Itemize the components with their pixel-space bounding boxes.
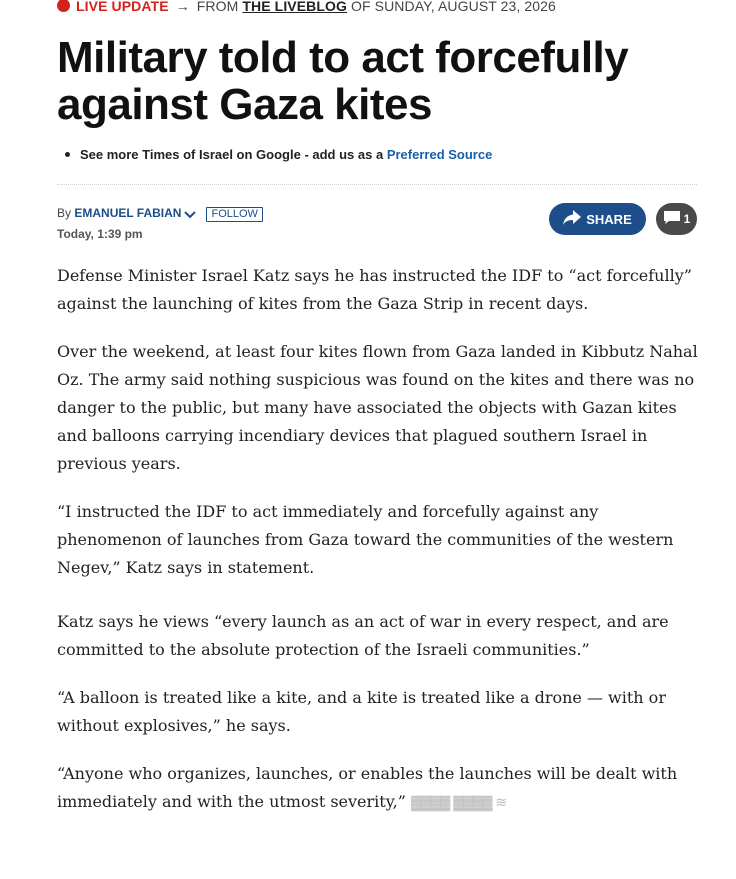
watermark-logo: ▓▓▓▓ ▓▓▓▓ ≋ (410, 794, 507, 810)
live-update-label: LIVE UPDATE (76, 0, 169, 14)
google-promo-text: See more Times of Israel on Google - add us as a (80, 147, 384, 162)
byline (57, 206, 263, 222)
article-body (57, 262, 707, 816)
liveblog-date: OF SUNDAY, AUGUST 23, 2026 (351, 0, 556, 14)
liveblog-link[interactable]: THE LIVEBLOG (242, 0, 348, 14)
arrow-icon: → (175, 0, 190, 14)
article-paragraph-text: “Anyone who organizes, launches, or enables the launches will be dealt with immediately and with the utmost severity,” (57, 764, 678, 811)
by-label: By (57, 206, 72, 220)
google-promo (65, 147, 492, 162)
comments-button[interactable] (656, 203, 697, 235)
article-paragraph: “I instructed the IDF to act immediately and forcefully against any phenomenon of launches from Gaza toward the communities of the western Negev,” Katz says in statement. (57, 502, 674, 577)
timestamp: Today, 1:39 pm (57, 227, 143, 241)
comment-count: 1 (683, 212, 691, 226)
share-label: SHARE (586, 211, 632, 227)
divider (57, 184, 697, 185)
follow-button[interactable]: FOLLOW (206, 207, 262, 222)
article-paragraph (57, 760, 707, 816)
article-paragraph: Over the weekend, at least four kites flown from Gaza landed in Kibbutz Nahal Oz. The army said nothing suspicious was found on the kites and there was no danger to the public, but many have associated the objects with Gazan kites and balloons carrying incendiary devices that plagued southern Israel in previous years. (57, 342, 698, 473)
from-text: FROM (196, 0, 239, 14)
share-arrow-icon (563, 210, 581, 228)
preferred-source-link[interactable]: Preferred Source (386, 147, 493, 162)
live-update-line (57, 0, 556, 14)
bullet-icon (65, 152, 70, 157)
article-paragraph: Katz says he views “every launch as an act of war in every respect, and are committed to the absolute protection of the Israeli communities.” (57, 612, 669, 659)
comment-bubble-icon (663, 210, 681, 228)
author-link[interactable]: EMANUEL FABIAN (74, 206, 182, 220)
chevron-down-icon[interactable] (184, 208, 196, 222)
live-dot-icon (57, 0, 70, 12)
headline: Military told to act forcefully against Gaza kites (57, 33, 629, 129)
share-button[interactable] (549, 203, 646, 235)
article-paragraph: Defense Minister Israel Katz says he has instructed the IDF to “act forcefully” against the launching of kites from the Gaza Strip in recent days. (57, 266, 692, 313)
article-paragraph: “A balloon is treated like a kite, and a kite is treated like a drone — with or without explosives,” he says. (57, 688, 666, 735)
